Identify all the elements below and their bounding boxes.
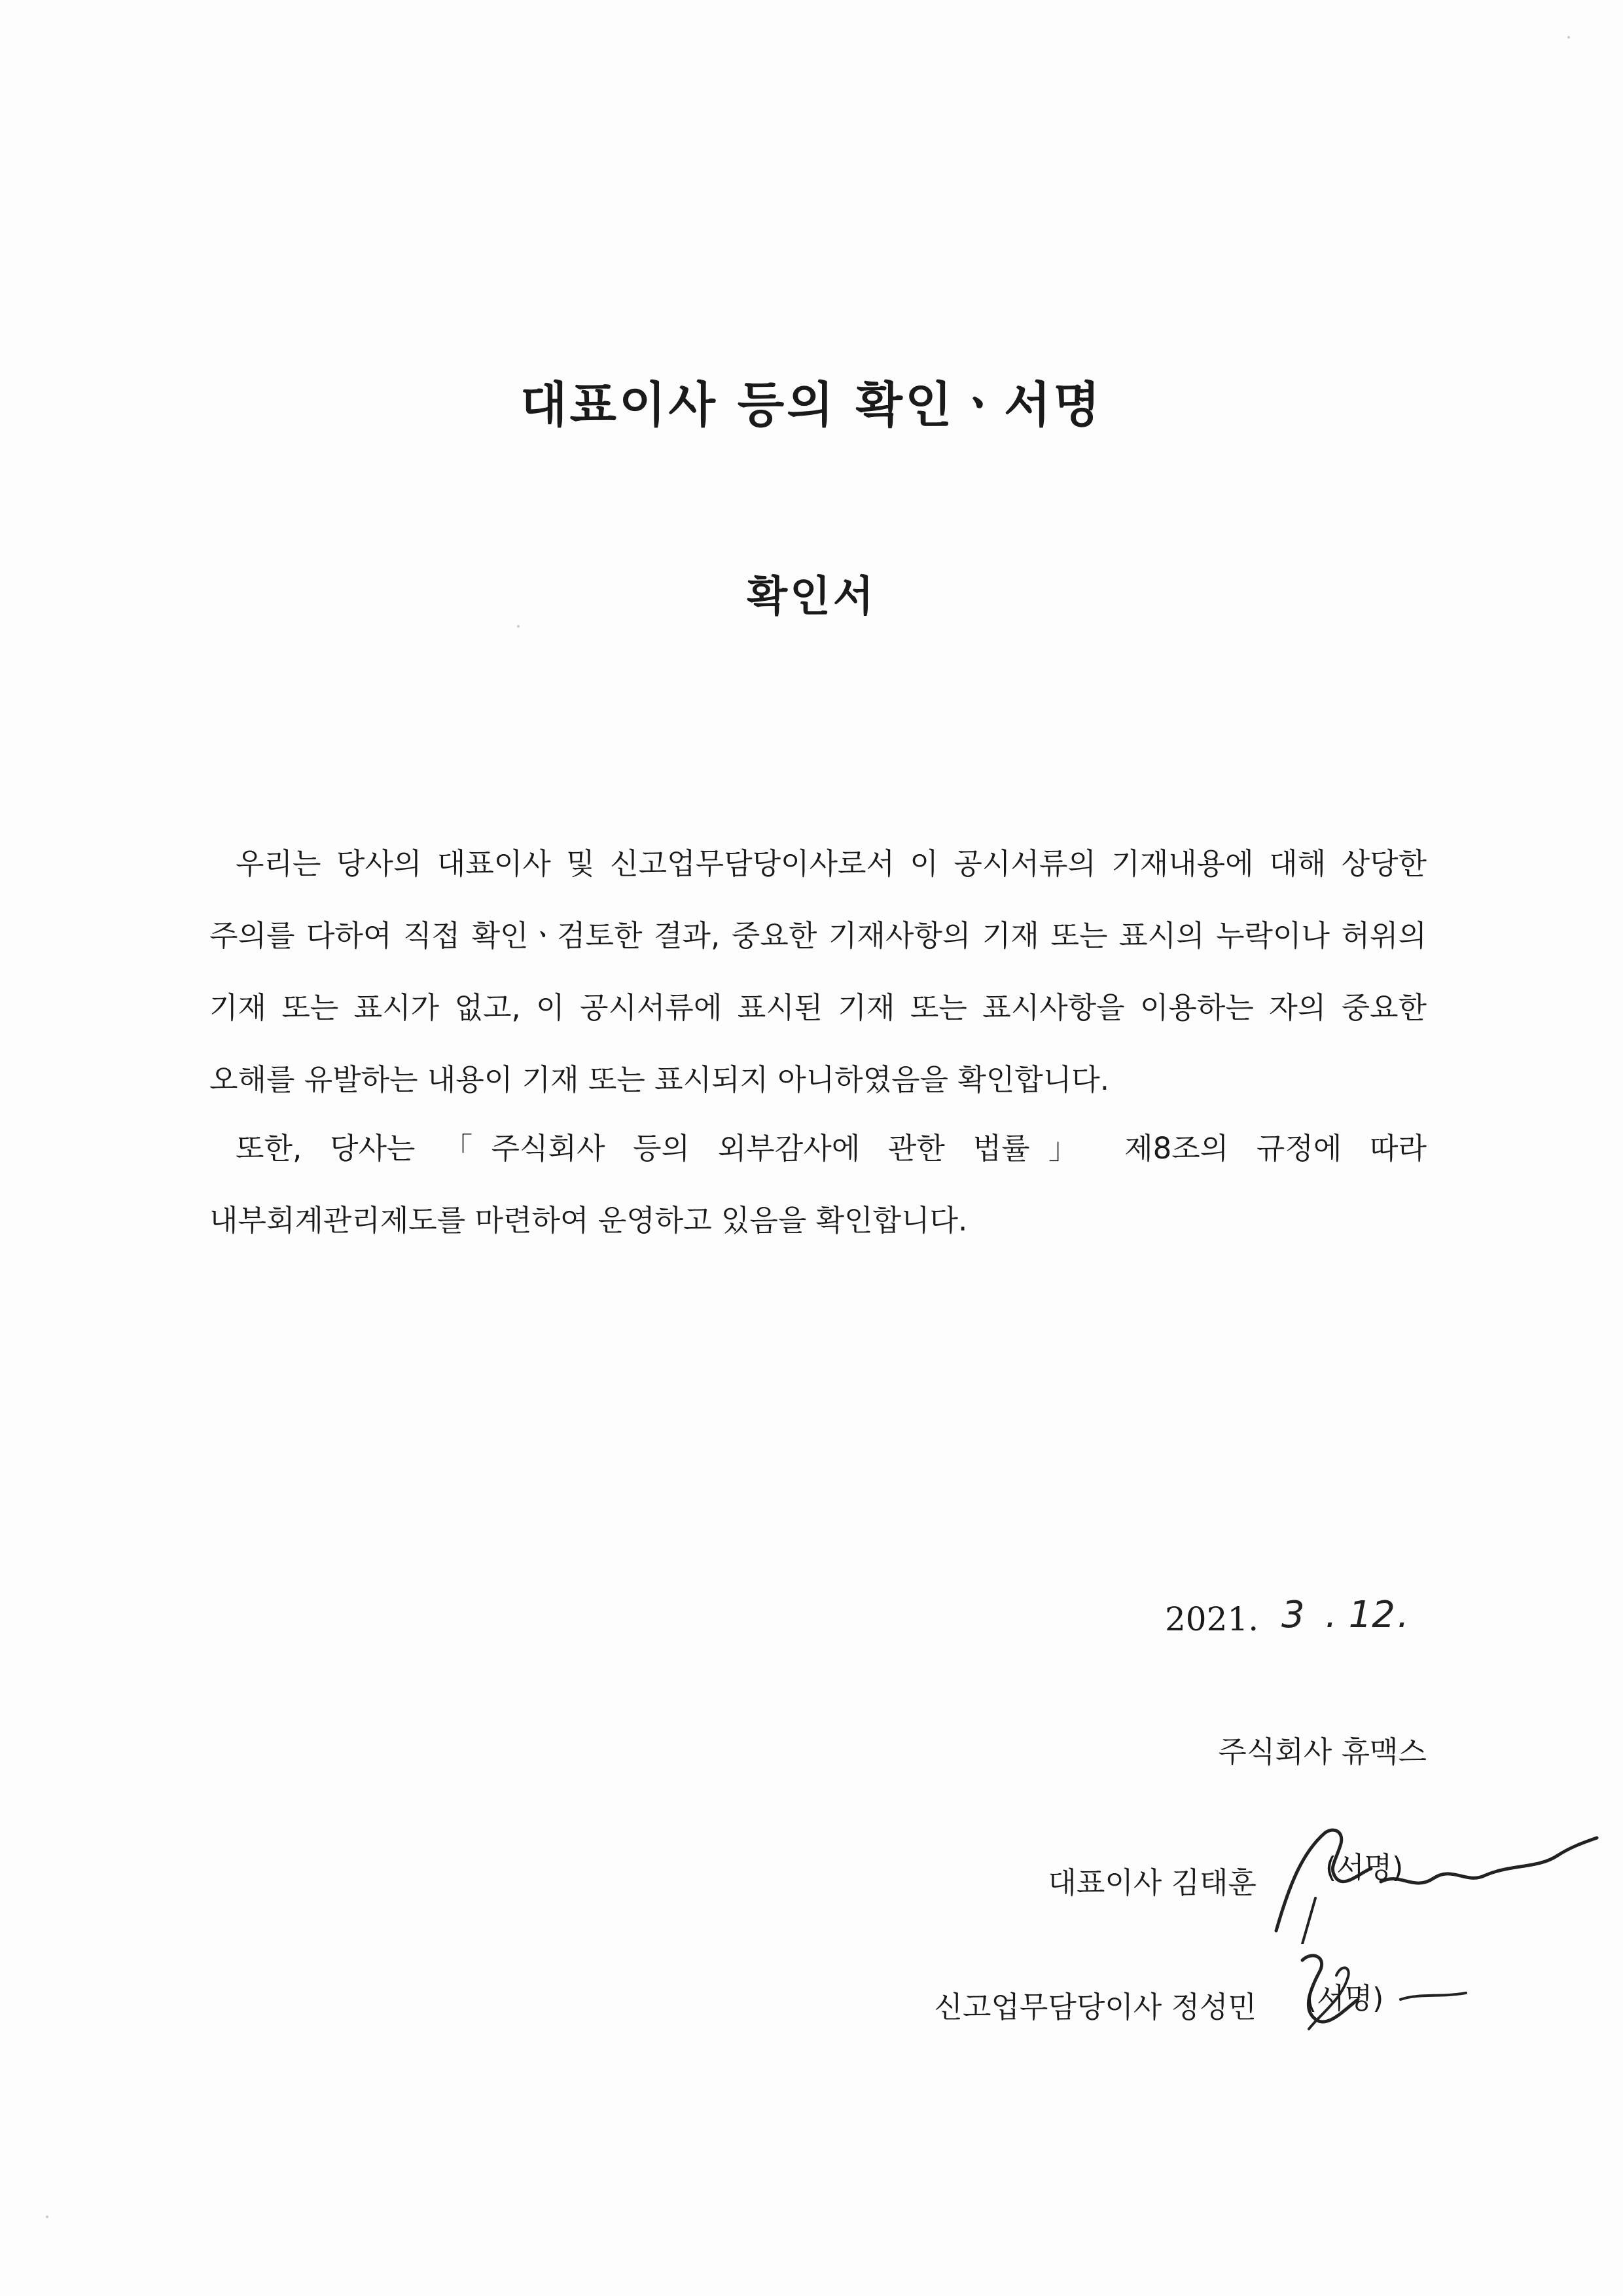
disclosure-officer-signatory: [654, 1983, 1257, 2026]
internal-control-paragraph: 또한, 당사는 「주식회사 등의 외부감사에 관한 법률」 제8조의 규정에 따라 내부회계관리제도를 마련하여 운영하고 있음을 확인합니다.: [209, 1131, 1427, 1238]
confirmation-paragraph: 우리는 당사의 대표이사 및 신고업무담당이사로서 이 공시서류의 기재내용에 대해 상당한 주의를 다하여 직접 확인ㆍ검토한 결과, 중요한 기재사항의 기재 또는 표시의 누락이나 허위의 기재 또는 표시가 없고, 이 공시서류에 표시된 기재 또는 표시사항을 이용하는 자의 중요한 오해를 유발하는 내용이 기재 또는 표시되지 아니하였음을 확인합니다.: [209, 846, 1427, 1097]
document-subtitle: 확인서: [747, 573, 876, 621]
date-day-handwritten: . 12: [1325, 1594, 1395, 1636]
officer-name: 정성민: [1171, 1990, 1257, 2024]
date-month-handwritten: 3: [1281, 1594, 1305, 1636]
ceo-handwritten-signature: [1263, 1806, 1603, 1944]
scan-speck: [1567, 36, 1570, 39]
date-year: 2021.: [1165, 1600, 1259, 1638]
officer-handwritten-signature: [1283, 1937, 1479, 2068]
ceo-role: 대표이사: [1048, 1865, 1162, 1900]
officer-role: 신고업무담당이사: [934, 1990, 1162, 2024]
ceo-signatory: [851, 1859, 1257, 1901]
document-date: [1165, 1594, 1440, 1646]
document-title: 대표이사 등의 확인ㆍ서명: [520, 377, 1103, 433]
ceo-name: 김태훈: [1171, 1865, 1257, 1900]
scan-speck: [517, 625, 520, 628]
officer-signature-label: (서명): [1306, 1982, 1384, 2015]
company-name: 주식회사 휴맥스: [1218, 1734, 1427, 1769]
ceo-signature-label: (서명): [1325, 1851, 1404, 1884]
date-end-period: .: [1397, 1594, 1409, 1636]
scan-speck: [46, 2215, 48, 2218]
